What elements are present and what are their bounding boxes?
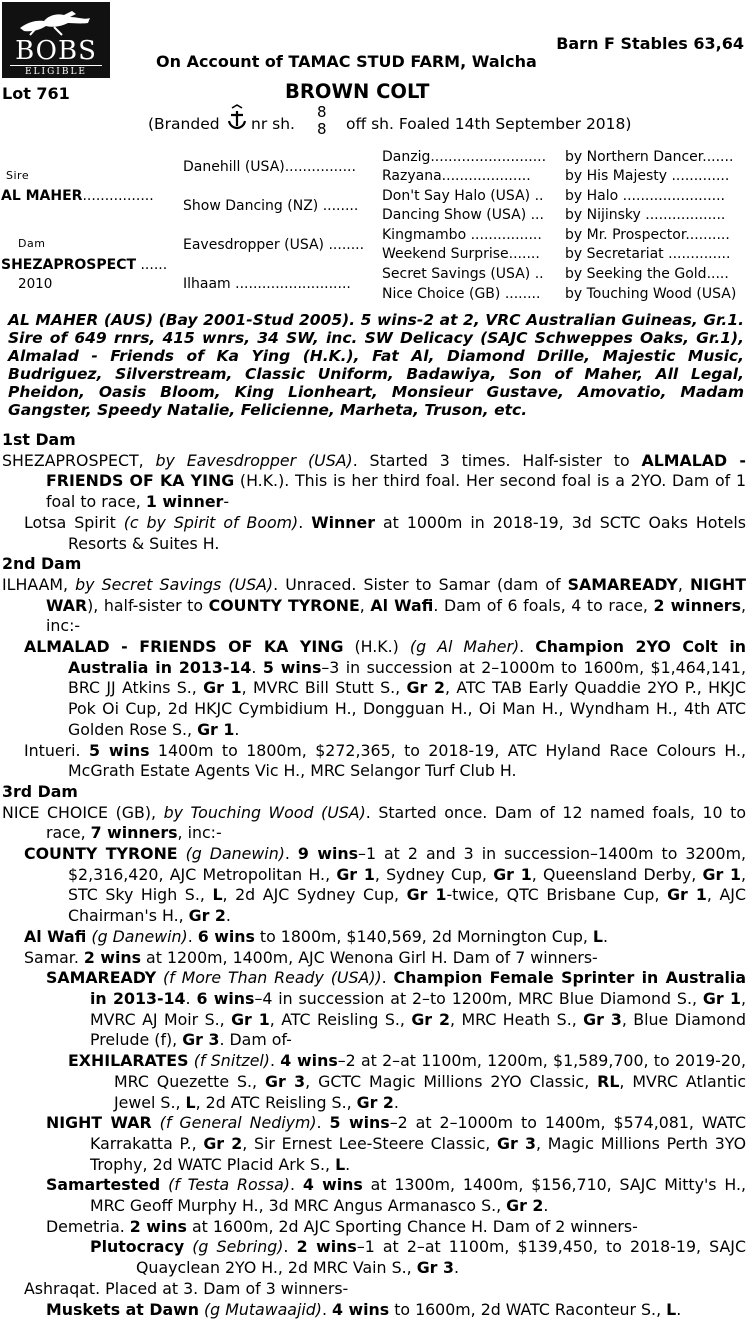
- progeny-entry: SAMAREADY (f More Than Ready (USA)). Champion Female Sprinter in Australia in 2013-14. 6 wins–4 in succession at 2–to 1200m, MRC Blue Diamond S., Gr 1, MVRC AJ Moir S., Gr 1, ATC Reisling S., Gr 2, MRC Heath S., Gr 3, Blue Diamond Prelude (f), Gr 3. Dam of-: [46, 968, 747, 1050]
- progeny-entry: NIGHT WAR (f General Nediym). 5 wins–2 at 2–1000m to 1400m, $574,081, WATC Karrakatta P., Gr 2, Sir Ernest Lee-Steere Classic, Gr 3, Magic Millions Perth 3YO Trophy, 2d WATC Placid Ark S., L.: [46, 1113, 747, 1174]
- pedigree-g2: Nice Choice (GB) ........: [382, 286, 541, 302]
- pedigree-g2: Dancing Show (USA) ...: [382, 207, 544, 223]
- page-title: BROWN COLT: [285, 80, 430, 103]
- pedigree-g2: Don't Say Halo (USA) ..: [382, 188, 544, 204]
- brand-prefix: (Branded: [148, 115, 220, 133]
- section-heading: 1st Dam: [2, 430, 76, 449]
- barn-location: Barn F Stables 63,64: [556, 34, 744, 53]
- section-heading: 3rd Dam: [2, 781, 78, 801]
- progeny-entry: Muskets at Dawn (g Mutawaajid). 4 wins to 1600m, 2d WATC Raconteur S., L.: [46, 1299, 682, 1319]
- pedigree-g2: Danzig..........................: [382, 149, 547, 165]
- brand-number: [317, 104, 327, 138]
- sire-label: Sire: [6, 169, 30, 182]
- progeny-entry: ILHAAM, by Secret Savings (USA). Unraced. Sister to Samar (dam of SAMAREADY, NIGHT WAR), half-sister to COUNTY TYRONE, Al Wafi. Dam of 6 foals, 4 to race, 2 winners, inc:-: [2, 574, 747, 636]
- progeny-entry: Samar. 2 wins at 1200m, 1400m, AJC Wenona Girl H. Dam of 7 winners-: [24, 947, 598, 967]
- pedigree-g2: Secret Savings (USA) ..: [382, 266, 544, 282]
- progeny-entry: Al Wafi (g Danewin). 6 wins to 1800m, $140,569, 2d Mornington Cup, L.: [24, 926, 609, 946]
- pedigree-g2: Razyana....................: [382, 168, 531, 184]
- pedigree-g3: by Touching Wood (USA): [565, 286, 737, 302]
- progeny-entry: Ashraqat. Placed at 3. Dam of 3 winners-: [24, 1278, 349, 1298]
- progeny-entry: SHEZAPROSPECT, by Eavesdropper (USA). Started 3 times. Half-sister to ALMALAD - FRIENDS OF KA YING (H.K.). This is her third foal. Her second foal is a 2YO. Dam of 1 foal to race, 1 winner-: [2, 450, 746, 512]
- pedigree-g3: by Secretariat ..............: [565, 246, 731, 262]
- progeny-entry: COUNTY TYRONE (g Danewin). 9 wins–1 at 2 and 3 in succession–1400m to 3200m, $2,316,420, AJC Metropolitan H., Gr 1, Sydney Cup, Gr 1, Queensland Derby, Gr 1, STC Sky High S., L, 2d AJC Sydney Cup, Gr 1-twice, QTC Brisbane Cup, Gr 1, AJC Chairman's H., Gr 2.: [24, 844, 746, 926]
- progeny-entry: Demetria. 2 wins at 1600m, 2d AJC Sporting Chance H. Dam of 2 winners-: [46, 1216, 638, 1236]
- pedigree-g1: Ilhaam ..........................: [183, 276, 351, 292]
- pedigree-g2: Kingmambo ................: [382, 227, 542, 243]
- pedigree-g3: by His Majesty .............: [565, 168, 730, 184]
- pedigree-g3: by Nijinsky ..................: [565, 207, 726, 223]
- vendor-account: On Account of TAMAC STUD FARM, Walcha: [156, 52, 537, 71]
- pedigree-g3: by Halo .......................: [565, 188, 725, 204]
- brand-near-side: nr sh.: [251, 115, 295, 133]
- lot-number: Lot 761: [2, 84, 70, 103]
- dam-label: Dam: [18, 237, 46, 250]
- progeny-entry: Plutocracy (g Sebring). 2 wins–1 at 2–at 1100m, $139,450, to 2018-19, SAJC Quayclean 2YO H., 2d MRC Vain S., Gr 3.: [90, 1237, 746, 1278]
- logo-wordmark: BOBS: [15, 36, 97, 66]
- progeny-entry: Samartested (f Testa Rossa). 4 wins at 1300m, 1400m, $156,710, SAJC Mitty's H., MRC Geoff Murphy H., 3d MRC Angus Armanasco S., Gr 2.: [46, 1175, 747, 1216]
- progeny-entry: EXHILARATES (f Snitzel). 4 wins–2 at 2–at 1100m, 1200m, $1,589,700, to 2019-20, MRC Quezette S., Gr 3, GCTC Magic Millions 2YO Classic, RL, MVRC Atlantic Jewel S., L, 2d ATC Reisling S., Gr 2.: [68, 1051, 747, 1112]
- pedigree-g1: Danehill (USA)................: [183, 159, 356, 175]
- logo-subtitle: ELIGIBLE: [10, 65, 102, 77]
- progeny-entry: NICE CHOICE (GB), by Touching Wood (USA). Started once. Dam of 12 named foals, 10 to race, 7 winners, inc:-: [2, 802, 746, 843]
- section-heading: 2nd Dam: [2, 554, 82, 574]
- progeny-entry: Lotsa Spirit (c by Spirit of Boom). Winner at 1000m in 2018-19, 3d SCTC Oaks Hotels Resorts & Suites H.: [24, 512, 746, 553]
- bobs-eligible-logo: [2, 2, 110, 78]
- pedigree-g1: Eavesdropper (USA) ........: [183, 237, 365, 253]
- brand-suffix: off sh. Foaled 14th September 2018): [346, 115, 632, 133]
- pedigree-g3: by Northern Dancer.......: [565, 149, 734, 165]
- pedigree-g1: Show Dancing (NZ) ........: [183, 198, 359, 214]
- dam-section: [2, 554, 746, 782]
- dam-foaled-year: 2010: [18, 276, 53, 292]
- brand-number-bottom: 8: [317, 120, 327, 138]
- pedigree-g2: Weekend Surprise.......: [382, 246, 540, 262]
- progeny-entry: Intueri. 5 wins 1400m to 1800m, $272,365, to 2018-19, ATC Hyland Race Colours H., McGrath Estate Agents Vic H., MRC Selangor Turf Club H.: [24, 740, 747, 781]
- family-sections: [2, 430, 746, 1320]
- horse-icon: [18, 8, 94, 36]
- brand-number-top: 8: [317, 103, 327, 121]
- anchor-brand-icon: [226, 104, 248, 130]
- pedigree-g3: by Mr. Prospector..........: [565, 227, 730, 243]
- progeny-entry: ALMALAD - FRIENDS OF KA YING (H.K.) (g Al Maher). Champion 2YO Colt in Australia in 2013-14. 5 wins–3 in succession at 2–1000m to 1600m, $1,464,141, BRC JJ Atkins S., Gr 1, MVRC Bill Stutt S., Gr 2, ATC TAB Early Quaddie 2YO P., HKJC Pok Oi Cup, 2d HKJC Cymbidium H., Dongguan H., Oi Man H., Wyndham H., 4th ATC Golden Rose S., Gr 1.: [24, 637, 747, 739]
- sire-name: AL MAHER................: [1, 188, 154, 204]
- dam-name: SHEZAPROSPECT ......: [1, 257, 168, 273]
- sire-summary: AL MAHER (AUS) (Bay 2001-Stud 2005). 5 wins-2 at 2, VRC Australian Guineas, Gr.1. Sire of 649 rnrs, 415 wnrs, 34 SW, inc. SW Delicacy (SAJC Schweppes Oaks, Gr.1), Almalad - Friends of Ka Ying (H.K.), Fat Al, Diamond Drille, Majestic Music, Budriguez, Silverstream, Classic Uniform, Badawiya, Son of Maher, All Legal, Pheidon, Oasis Bloom, King Lionheart, Monsieur Gustave, Amovatio, Madam Gangster, Speedy Natalie, Felicienne, Marheta, Truson, etc.: [8, 311, 744, 419]
- dam-section: [2, 782, 746, 1320]
- pedigree-g3: by Seeking the Gold.....: [565, 266, 729, 282]
- dam-section: [2, 430, 746, 554]
